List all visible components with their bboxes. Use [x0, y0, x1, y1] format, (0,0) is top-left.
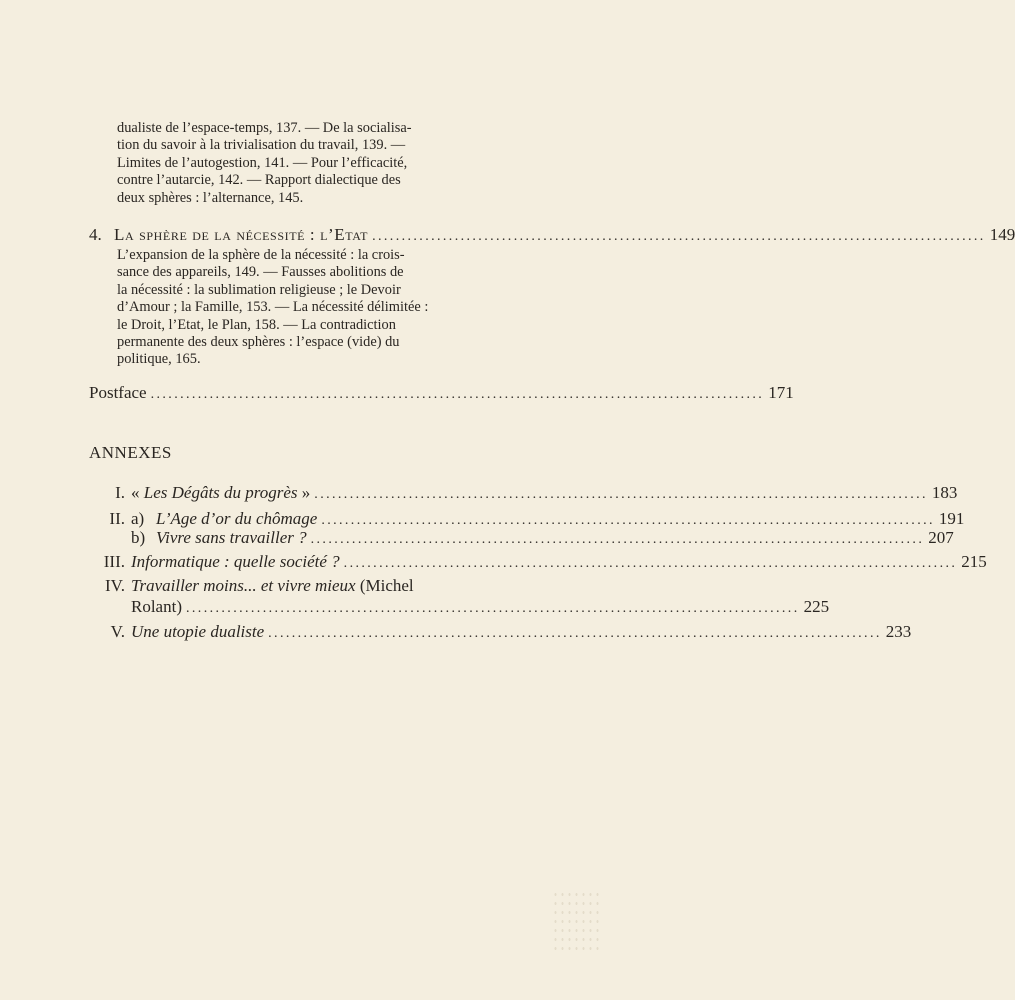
dot-leader: ........................................................................................................	[310, 532, 925, 547]
annex-subletter: b)	[131, 528, 146, 547]
toc-entry-annex-3[interactable]	[89, 552, 987, 572]
page-number: 149	[989, 225, 1015, 244]
annex-author-start: (Michel	[355, 576, 414, 595]
annex-title: Une utopie dualiste	[131, 622, 265, 641]
print-speckle-decoration	[552, 890, 600, 950]
annex-title: Les Dégâts du progrès	[143, 483, 298, 502]
dot-leader: ........................................................................................................	[268, 626, 882, 641]
chapter4-summary	[117, 247, 471, 369]
chapter-number-text: 4.	[89, 225, 102, 244]
page-number: 225	[803, 597, 830, 616]
summary-line: d’Amour ; la Famille, 153. — La nécessité délimitée :	[117, 299, 429, 316]
summary-line: politique, 165.	[117, 351, 201, 368]
annex-number: I.	[115, 483, 125, 502]
toc-entry-postface[interactable]	[89, 383, 794, 403]
summary-line: L’expansion de la sphère de la nécessité : la crois-	[117, 247, 405, 263]
dot-leader: ........................................................................................................	[321, 513, 935, 528]
page-number: 183	[931, 483, 958, 502]
toc-entry-chapter-4[interactable]	[89, 225, 1015, 245]
summary-line: permanente des deux sphères : l’espace (vide) du	[117, 334, 400, 351]
page-number: 171	[768, 383, 794, 402]
annex-author-end: Rolant)	[131, 597, 182, 616]
annex-subletter: a)	[131, 509, 145, 528]
dot-leader: ........................................................................................................	[150, 387, 765, 402]
summary-line: deux sphères : l’alternance, 145.	[117, 189, 304, 206]
annex-number: III.	[103, 552, 125, 571]
annex-title: L’Age d’or du chômage	[156, 509, 318, 528]
annex-title: Vivre sans travailler ?	[156, 528, 307, 547]
annex-number: II.	[109, 509, 125, 528]
page-number: 215	[961, 552, 987, 571]
annex-number: IV.	[105, 576, 125, 595]
dot-leader: ........................................................................................................	[343, 556, 958, 571]
toc-entry-annex-4[interactable]	[89, 576, 521, 596]
summary-line: contre l’autarcie, 142. — Rapport dialectique des	[117, 172, 401, 189]
annex-title: Informatique : quelle société ?	[131, 552, 340, 571]
dot-leader: ........................................................................................................	[314, 487, 928, 502]
page-number: 207	[928, 528, 954, 547]
annex-quote-close: »	[297, 483, 311, 502]
summary-line: Limites de l’autogestion, 141. — Pour l’efficacité,	[117, 154, 408, 171]
dot-leader: ........................................................................................................	[186, 601, 800, 616]
annex-quote-open: «	[131, 483, 144, 502]
summary-line: le Droit, l’Etat, le Plan, 158. — La contradiction	[117, 316, 396, 333]
chapter-title: La sphère de la nécessité : l’Etat	[114, 225, 369, 244]
summary-line: sance des appareils, 149. — Fausses abolitions de	[117, 264, 404, 281]
postface-label: Postface	[89, 383, 147, 402]
summary-line: tion du savoir à la trivialisation du travail, 139. —	[117, 137, 406, 154]
summary-line: dualiste de l’espace-temps, 137. — De la socialisa-	[117, 120, 412, 136]
toc-entry-annex-5[interactable]	[89, 622, 912, 642]
toc-entry-annex-4-continued[interactable]	[89, 597, 830, 617]
toc-entry-annex-2b[interactable]	[89, 528, 954, 548]
annexes-heading: ANNEXES	[89, 443, 172, 462]
chapter-number	[89, 225, 368, 245]
toc-entry-annex-2a[interactable]	[89, 509, 965, 529]
page-number: 233	[885, 622, 912, 641]
page-number: 191	[938, 509, 965, 528]
annex-number: V.	[110, 622, 125, 641]
annex-title: Travailler moins... et vivre mieux	[131, 576, 356, 595]
chapter3-summary-continued	[117, 120, 471, 207]
summary-line: la nécessité : la sublimation religieuse ; le Devoir	[117, 281, 401, 298]
dot-leader: ........................................................................................................	[372, 229, 986, 244]
toc-entry-annex-1[interactable]	[89, 483, 958, 503]
